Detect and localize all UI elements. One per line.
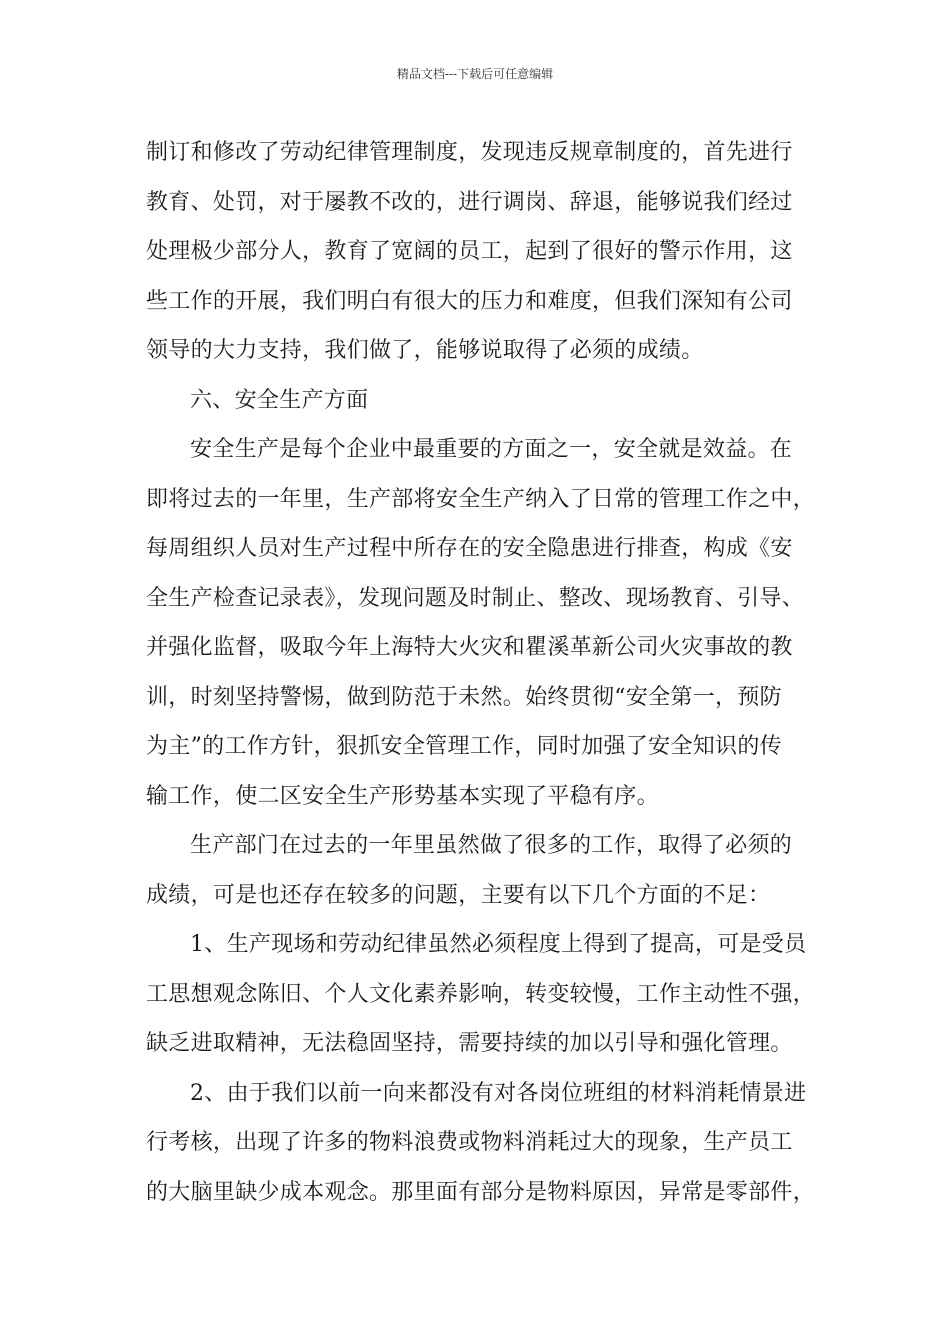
text-line: 安全生产是每个企业中最重要的方面之一，安全就是效益。在 xyxy=(190,437,793,462)
text-line: 处理极少部分人，教育了宽阔的员工，起到了很好的警示作用，这 xyxy=(146,239,793,264)
text-line: 行考核，出现了许多的物料浪费或物料消耗过大的现象，生产员工 xyxy=(146,1130,793,1155)
text-line: 六、安全生产方面 xyxy=(190,387,369,413)
text-line: 教育、处罚，对于屡教不改的，进行调岗、辞退，能够说我们经过 xyxy=(146,189,793,215)
text-line: 的大脑里缺少成本观念。那里面有部分是物料原因，异常是零部件， xyxy=(146,1179,816,1205)
text-line: 缺乏进取精神，无法稳固坚持，需要持续的加以引导和强化管理。 xyxy=(146,1031,793,1056)
text-line: 训，时刻坚持警惕，做到防范于未然。始终贯彻“安全第一，预防 xyxy=(146,684,782,710)
text-line: 制订和修改了劳动纪律管理制度，发现违反规章制度的，首先进行 xyxy=(146,140,793,165)
text-line: 生产部门在过去的一年里虽然做了很多的工作，取得了必须的 xyxy=(190,833,793,858)
page-header: 精品文档---下载后可任意编辑 xyxy=(396,67,554,81)
text-line: 并强化监督，吸取今年上海特大火灾和瞿溪革新公司火灾事故的教 xyxy=(146,635,793,660)
body-text xyxy=(146,128,816,1217)
text-line: 全生产检查记录表》，发现问题及时制止、整改、现场教育、引导、 xyxy=(146,585,805,611)
text-line: 领导的大力支持，我们做了，能够说取得了必须的成绩。 xyxy=(146,338,704,363)
text-line: 2、由于我们以前一向来都没有对各岗位班组的材料消耗情景进 xyxy=(190,1080,807,1106)
text-line: 些工作的开展，我们明白有很大的压力和难度，但我们深知有公司 xyxy=(146,288,793,314)
text-line: 1、生产现场和劳动纪律虽然必须程度上得到了提高，可是受员 xyxy=(190,932,807,957)
text-line: 每周组织人员对生产过程中所存在的安全隐患进行排查，构成《安 xyxy=(146,536,793,561)
text-line: 即将过去的一年里，生产部将安全生产纳入了日常的管理工作之中， xyxy=(146,486,816,512)
text-line: 为主”的工作方针，狠抓安全管理工作，同时加强了安全知识的传 xyxy=(146,734,782,759)
text-line: 工思想观念陈旧、个人文化素养影响，转变较慢，工作主动性不强， xyxy=(146,981,816,1007)
text-line: 输工作，使二区安全生产形势基本实现了平稳有序。 xyxy=(146,783,659,809)
text-line: 成绩，可是也还存在较多的问题，主要有以下几个方面的不足： xyxy=(146,882,771,908)
